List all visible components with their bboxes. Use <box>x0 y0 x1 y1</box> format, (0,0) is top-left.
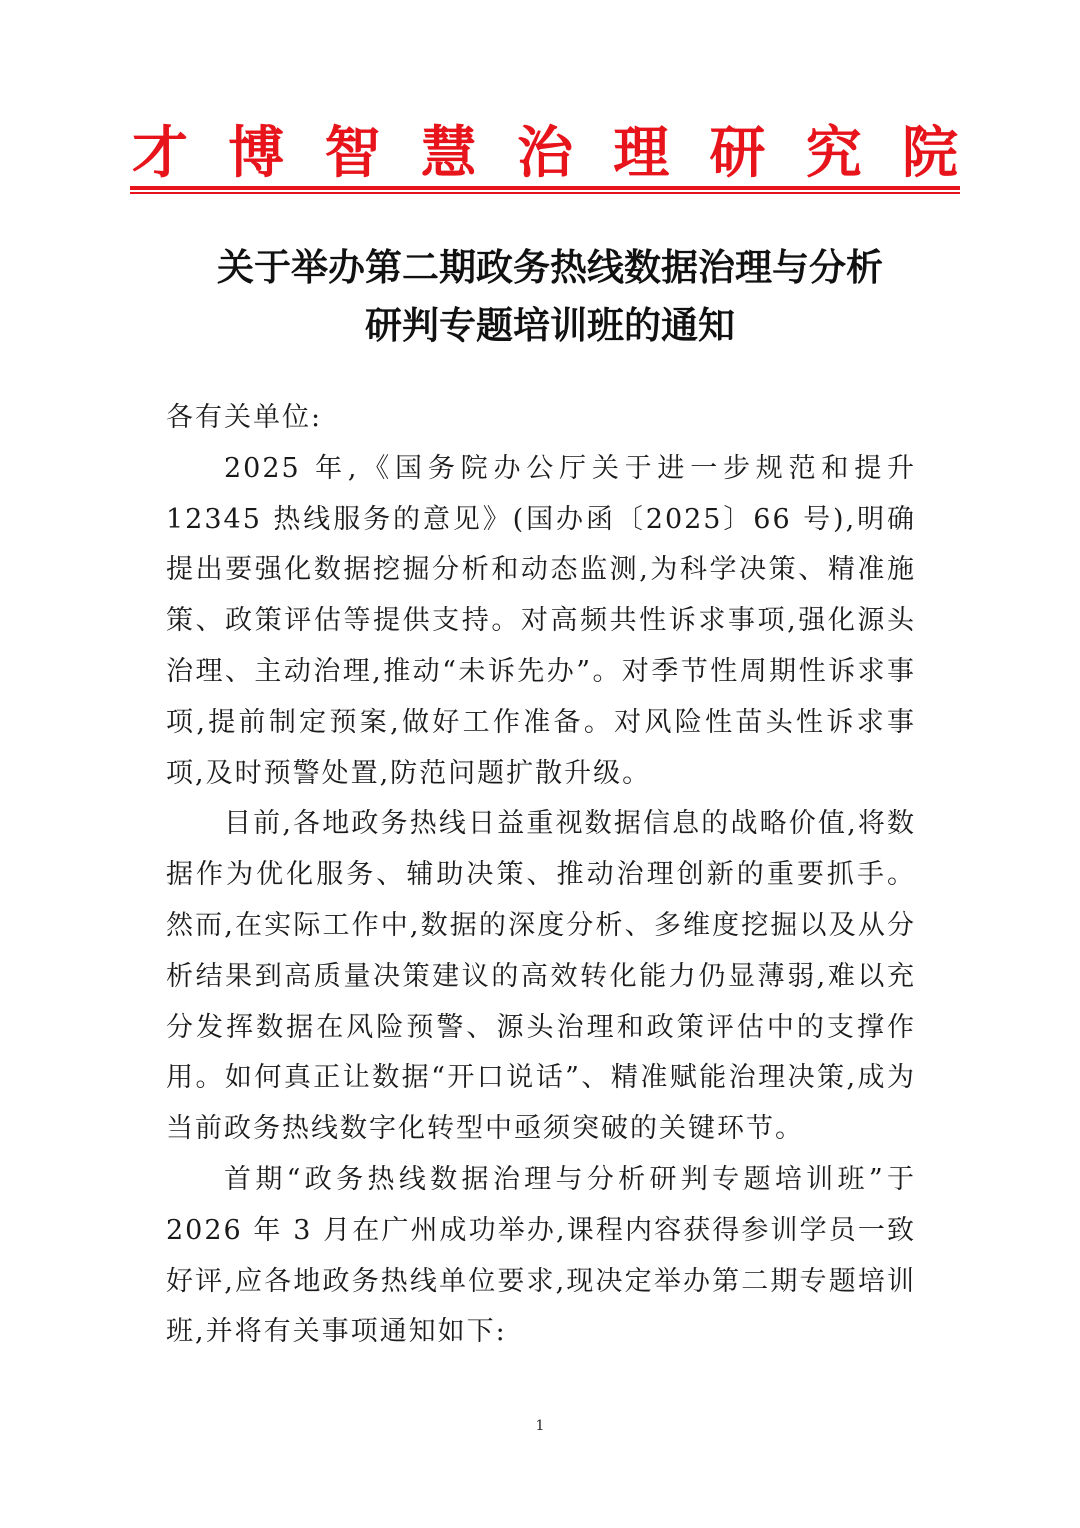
header-divider-thick <box>130 186 960 190</box>
body-paragraph: 2025 年,《国务院办公厅关于进一步规范和提升 12345 热线服务的意见》(国办函〔2025〕66 号),明确提出要强化数据挖掘分析和动态监测,为科学决策、精准施策、政策评估等提供支持。对高频共性诉求事项,强化源头治理、主动治理,推动“未诉先办”。对季节性周期性诉求事项,提前制定预案,做好工作准备。对风险性苗头性诉求事项,及时预警处置,防范问题扩散升级。 <box>166 452 916 789</box>
org-name-char: 才 <box>132 120 188 186</box>
document-title-line: 研判专题培训班的通知 <box>365 303 735 347</box>
header-divider-thin <box>130 192 960 194</box>
document-title-line: 关于举办第二期政务热线数据治理与分析 <box>217 245 883 289</box>
org-name-char: 院 <box>902 120 958 186</box>
org-header <box>130 118 960 188</box>
body-paragraph: 目前,各地政务热线日益重视数据信息的战略价值,将数据作为优化服务、辅助决策、推动治理创新的重要抓手。然而,在实际工作中,数据的深度分析、多维度挖掘以及从分析结果到高质量决策建议的高效转化能力仍显薄弱,难以充分发挥数据在风险预警、源头治理和政策评估中的支撑作用。如何真正让数据“开口说话”、精准赋能治理决策,成为当前政务热线数字化转型中亟须突破的关键环节。 <box>166 808 916 1145</box>
body-paragraph: 首期“政务热线数据治理与分析研判专题培训班”于 2026 年 3 月在广州成功举办,课程内容获得参训学员一致好评,应各地政务热线单位要求,现决定举办第二期专题培训班,并将有关事项通知如下: <box>166 1163 916 1348</box>
org-name-char: 理 <box>613 120 670 186</box>
document-title <box>150 238 950 354</box>
document-body <box>166 393 916 1358</box>
page-number: 1 <box>535 1418 545 1434</box>
org-name-char: 博 <box>228 120 285 186</box>
org-name-char: 究 <box>805 120 862 186</box>
org-name-char: 智 <box>324 120 381 186</box>
salutation: 各有关单位: <box>166 402 323 433</box>
org-name-char: 慧 <box>420 120 477 186</box>
org-name-char: 研 <box>709 120 766 186</box>
org-name-char: 治 <box>517 120 573 186</box>
